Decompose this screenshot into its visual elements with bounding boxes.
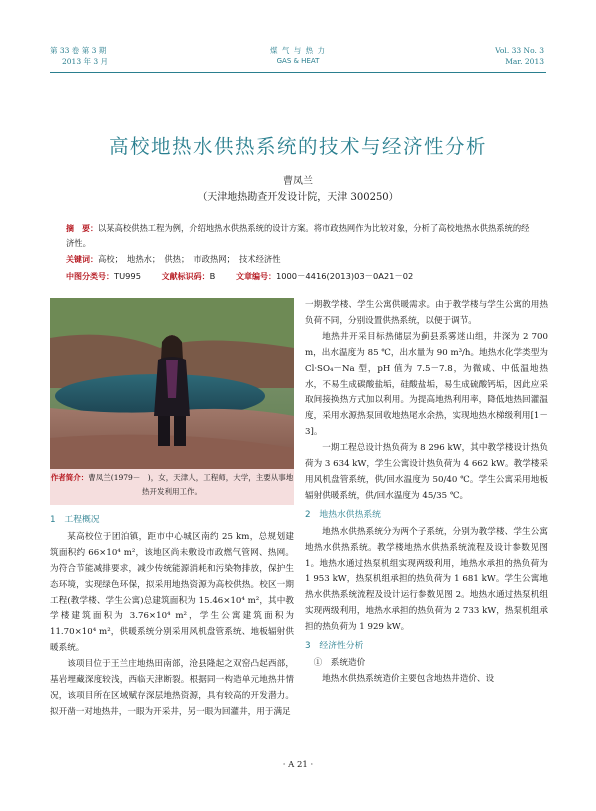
page-number: · A 21 · — [282, 760, 314, 770]
abstract — [66, 221, 536, 250]
abstract-label: 摘 要： — [66, 224, 98, 233]
abstract-text: 以某高校供热工程为例，介绍地热水供热系统的设计方案。将市政热网作为比较对象，分析了高校地热水供热系统的经济性。 — [66, 223, 530, 248]
article-number-value: 1000－4416(2013)03－0A21－02 — [275, 271, 414, 281]
author-name: 曹凤兰 — [283, 176, 313, 187]
doc-code-label: 文献标识码： — [161, 272, 210, 281]
publication-date-en: Mar. 2013 — [505, 57, 544, 66]
clc-value: TU995 — [114, 271, 141, 281]
journal-title-en: GAS & HEAT — [276, 57, 320, 65]
author-photo-icon — [50, 298, 294, 469]
left-column — [50, 510, 294, 721]
clc-label: 中图分类号： — [66, 272, 114, 281]
section-heading-1: 1 工程概况 — [50, 515, 100, 525]
volume-issue: 第 33 卷 第 3 期 — [50, 46, 107, 55]
paragraph: 地热水供热系统分为两个子系统，分别为教学楼、学生公寓地热水供热系统。教学楼地热水供热系统流程及设计参数见图 1。地热水通过热泵机组实现两级利用，地热水承担的热负荷为 1 953 kW，热泵机组承担的热负荷为 1 681 kW。学生公寓地热水供热系统流程及设计运行参数见图 2。地热水通过热泵机组实现两级利用，地热水承担的热负荷为 2 733 kW，热泵机组承担的热负荷为 1 929 kW。 — [305, 526, 548, 633]
section-heading-2: 2 地热水供热系统 — [305, 509, 381, 520]
paragraph: 地热水供热系统造价主要包含地热井造价、设 — [322, 673, 495, 684]
keywords — [66, 253, 281, 265]
paragraph: 地热井开采目标热储层为蓟县系雾迷山组，井深为 2 700 m，出水温度为 85 ℃，出水量为 90 m³/h。地热水化学类型为 Cl·SO₄－Na 型，pH 值为 7.5－7.8，为微咸、中低温地热水，不易生成碳酸盐垢，硅酸盐垢，易生成硫酸钙垢，因此应采取间接换热方式加以利用。为提高地热利用率，降低地热回灌温度，采用水源热泵回收地热尾水余热，实现地热水梯级利用[1－3]。 — [305, 331, 548, 438]
section-heading-3: 3 经济性分析 — [305, 641, 364, 652]
doc-code-value: B — [209, 271, 216, 281]
author-note — [50, 469, 294, 505]
article-number-label: 文章编号： — [235, 272, 276, 281]
keywords-label: 关键词： — [66, 255, 98, 264]
volume-issue-en: Vol. 33 No. 3 — [495, 46, 544, 55]
author-photo — [50, 298, 294, 469]
paragraph: 该项目位于王兰庄地热田南部，沧县隆起之双窑凸起西部，基岩埋藏深度较浅，西临天津断裂。根据同一构造单元地热井情况，该项目所在区域赋存深层地热资源，具有较高的开发潜力。拟开凿一对地热井，一眼为开采井，另一眼为回灌井，用于满足 — [50, 659, 294, 717]
paragraph: 某高校位于团泊镇，距市中心城区南约 25 km，总规划建筑面积约 66×10⁴ m²，该地区尚未敷设市政燃气管网、热网。为符合节能减排要求，减少传统能源消耗和污染物排放，保护生态环境，实现绿色环保，拟采用地热资源为高校供热。校区一期工程(教学楼、学生公寓)总建筑面积为 15.46×10⁴ m²，其中教学楼建筑面积为 3.76×10⁴ m²，学生公寓建筑面积为 11.70×10⁴ m²，供暖系统分别采用风机盘管系统、地板辐射供暖系统。 — [50, 531, 294, 654]
right-column — [305, 298, 548, 688]
journal-title-cn: 煤 气 与 热 力 — [269, 46, 327, 55]
keywords-text: 高校； 地热水； 供热； 市政热网； 技术经济性 — [98, 254, 281, 264]
author-note-text: 曹凤兰(1979－ )，女，天津人，工程师，大学，主要从事地热开发利用工作。 — [88, 473, 294, 496]
subsection-heading: ① 系统造价 — [313, 657, 366, 668]
paragraph: 一期教学楼、学生公寓供暖需求。由于教学楼与学生公寓的用热负荷不同，分别设置供热系统，以便于调节。 — [305, 300, 548, 326]
header-rule — [50, 72, 546, 73]
classification-line — [66, 270, 431, 282]
author-note-label: 作者简介： — [50, 473, 89, 482]
publication-date: 2013 年 3 月 — [62, 57, 109, 66]
author-affiliation: （天津地热勘查开发设计院，天津 300250） — [197, 192, 399, 203]
journal-volume-en — [495, 45, 544, 67]
paragraph: 一期工程总设计热负荷为 8 296 kW，其中教学楼设计热负荷为 3 634 kW，学生公寓设计热负荷为 4 662 kW。教学楼采用风机盘管系统，供/回水温度为 50/40 ℃。学生公寓采用地板辐射供暖系统，供/回水温度为 45/35 ℃。 — [305, 443, 548, 501]
article-title: 高校地热水供热系统的技术与经济性分析 — [108, 135, 487, 158]
